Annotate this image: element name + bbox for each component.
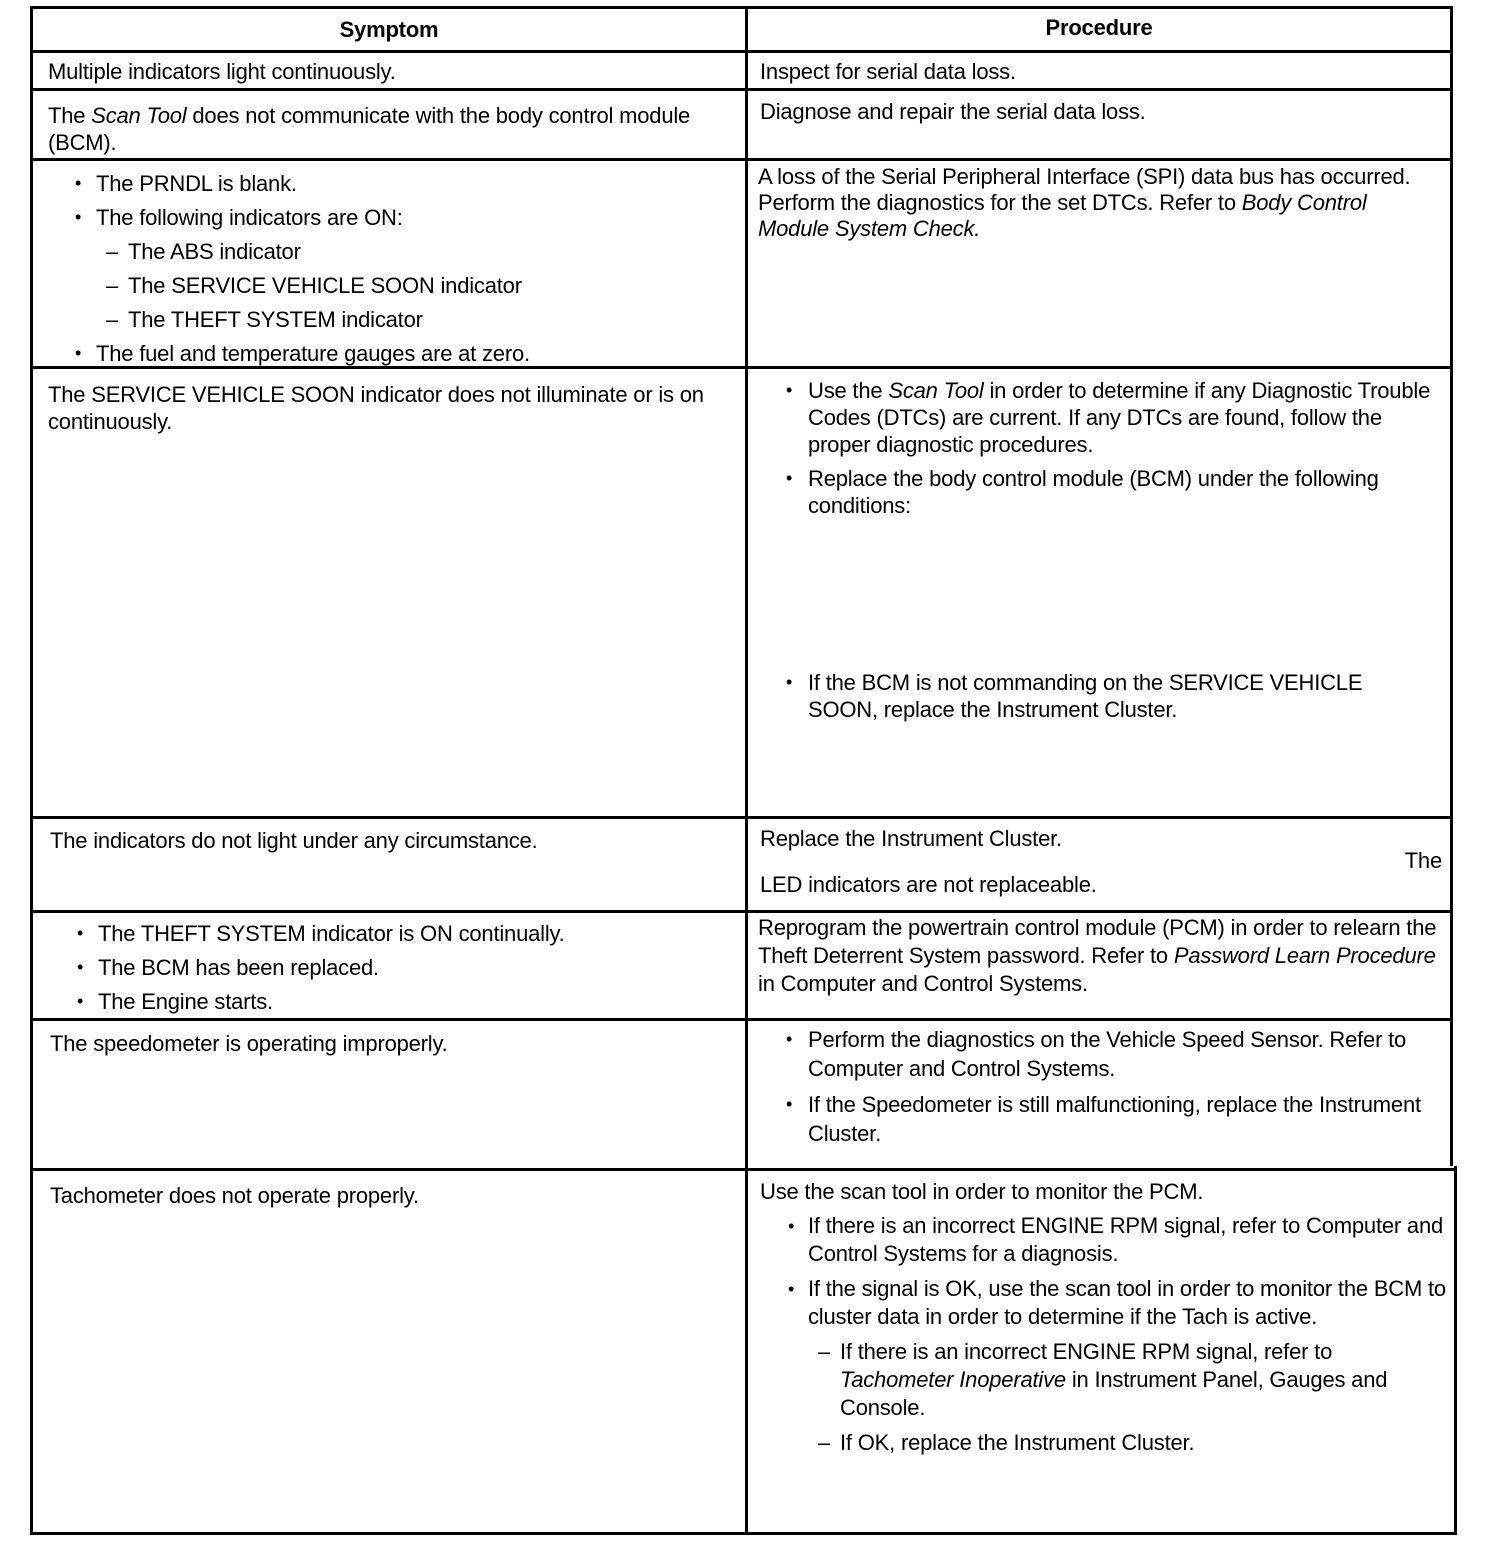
row2-symptom <box>48 102 738 156</box>
procedure-line: LED indicators are not replaceable. <box>760 872 1097 897</box>
bullet-text: Perform the diagnostics on the Vehicle Speed Sensor. Refer to Computer and Control Systems. <box>808 1027 1407 1081</box>
bullet-text: Use the <box>808 378 889 403</box>
row3-procedure <box>758 164 1438 242</box>
sub-bullet-text: The SERVICE VEHICLE SOON indicator <box>128 273 522 298</box>
bullet-text: The Engine starts. <box>98 989 273 1014</box>
procedure-bullet-list <box>748 377 1438 723</box>
list-item <box>760 1212 1450 1268</box>
row3-symptom <box>48 170 738 374</box>
bullet-text: The THEFT SYSTEM indicator is ON continually. <box>98 921 565 946</box>
row3-procedure-text: A loss of the Serial Peripheral Interface (SPI) data bus has occurred. Perform the diagnostics for the set DTCs. Refer to <box>758 164 1411 215</box>
password-learn-reference: Password Learn Procedure <box>1173 943 1436 968</box>
list-item <box>748 465 1438 519</box>
table-border-right-lower <box>1454 1166 1457 1534</box>
table-border-bottom <box>30 1532 1457 1535</box>
bullet-text: If the Speedometer is still malfunctioning, replace the Instrument Cluster. <box>808 1092 1421 1146</box>
row6-procedure-post: in Computer and Control Systems. <box>758 971 1088 996</box>
row-divider <box>30 910 1452 913</box>
table-border-left <box>30 6 33 1534</box>
column-divider <box>745 6 748 1534</box>
sub-bullet-text: If there is an incorrect ENGINE RPM signal, refer to <box>840 1339 1333 1364</box>
tachometer-inoperative-reference: Tachometer Inoperative <box>840 1367 1066 1392</box>
list-item <box>748 1090 1438 1148</box>
procedure-sub-list <box>808 1338 1450 1457</box>
bullet-text: If the signal is OK, use the scan tool in order to monitor the BCM to cluster data in order to determine if the Tach is active. <box>808 1276 1446 1329</box>
row8-procedure <box>760 1178 1450 1464</box>
row-divider <box>30 50 1452 53</box>
list-item <box>48 170 738 197</box>
bullet-text: The fuel and temperature gauges are at zero. <box>96 341 530 366</box>
list-item <box>50 920 740 947</box>
row7-procedure <box>748 1025 1438 1155</box>
list-item <box>48 204 738 333</box>
bullet-text: The PRNDL is blank. <box>96 171 297 196</box>
sub-list-item <box>96 238 738 265</box>
sub-bullet-text: If OK, replace the Instrument Cluster. <box>840 1430 1195 1455</box>
bullet-text: Replace the body control module (BCM) under the following conditions: <box>808 466 1379 518</box>
table-border-top <box>30 6 1452 9</box>
list-item <box>748 1025 1438 1083</box>
sub-bullet-text: The THEFT SYSTEM indicator <box>128 307 423 332</box>
row1-procedure: Inspect for serial data loss. <box>760 59 1016 84</box>
procedure-intro: Use the scan tool in order to monitor the PCM. <box>760 1179 1204 1204</box>
procedure-line: Replace the Instrument Cluster. <box>760 826 1062 851</box>
table-border-right <box>1450 6 1453 1166</box>
sub-list-item <box>96 272 738 299</box>
row7-symptom: The speedometer is operating improperly. <box>50 1031 448 1056</box>
list-item <box>48 340 738 367</box>
row4-symptom: The SERVICE VEHICLE SOON indicator does not illuminate or is on continuously. <box>48 382 704 434</box>
list-item <box>50 988 740 1015</box>
sub-list-item <box>96 306 738 333</box>
header-procedure: Procedure <box>1045 15 1153 40</box>
sub-list-item <box>808 1429 1450 1457</box>
row5-procedure <box>760 825 1442 898</box>
row2-symptom-post: does not communicate with the body control module (BCM). <box>48 103 691 155</box>
row-divider <box>30 88 1452 91</box>
row6-procedure <box>758 914 1448 998</box>
list-item <box>748 377 1438 458</box>
sub-bullet-text: in Instrument Panel, Gauges and Console. <box>840 1367 1388 1420</box>
row1-symptom: Multiple indicators light continuously. <box>48 59 396 84</box>
row5-symptom: The indicators do not light under any circumstance. <box>50 828 538 853</box>
row-divider <box>30 158 1452 161</box>
bullet-text: The following indicators are ON: <box>96 205 403 230</box>
row8-symptom: Tachometer does not operate properly. <box>50 1183 419 1208</box>
header-symptom: Symptom <box>339 17 439 42</box>
row2-procedure: Diagnose and repair the serial data loss. <box>760 99 1146 124</box>
row2-symptom-pre: The <box>48 103 92 128</box>
indicator-sub-list <box>96 238 738 333</box>
list-item <box>748 669 1438 723</box>
procedure-bullet-list <box>760 1212 1450 1457</box>
row-divider <box>30 816 1452 819</box>
row-divider <box>30 1168 1454 1171</box>
procedure-line: The <box>1404 848 1442 873</box>
procedure-bullet-list <box>748 1025 1438 1148</box>
list-item <box>50 954 740 981</box>
bcm-system-check-reference: Body Control Module System Check. <box>758 190 1367 241</box>
bullet-text: If there is an incorrect ENGINE RPM signal, refer to Computer and Control Systems for a diagnosis. <box>808 1213 1444 1266</box>
row6-procedure-text: Reprogram the powertrain control module (PCM) in order to relearn the Theft Deterrent System password. Refer to <box>758 915 1437 968</box>
symptom-bullet-list <box>48 170 738 367</box>
bullet-text: If the BCM is not commanding on the SERVICE VEHICLE SOON, replace the Instrument Cluster. <box>808 670 1363 722</box>
row6-symptom <box>50 920 740 1022</box>
sub-list-item <box>808 1338 1450 1422</box>
bullet-text: in order to determine if any Diagnostic Trouble Codes (DTCs) are current. If any DTCs are found, follow the proper diagnostic procedures. <box>808 378 1431 457</box>
sub-bullet-text: The ABS indicator <box>128 239 301 264</box>
list-item <box>760 1275 1450 1457</box>
bullet-text: The BCM has been replaced. <box>98 955 379 980</box>
symptom-bullet-list <box>50 920 740 1015</box>
scan-tool-reference: Scan Tool <box>888 378 984 403</box>
row4-procedure <box>748 377 1438 730</box>
scan-tool-reference: Scan Tool <box>91 103 187 128</box>
